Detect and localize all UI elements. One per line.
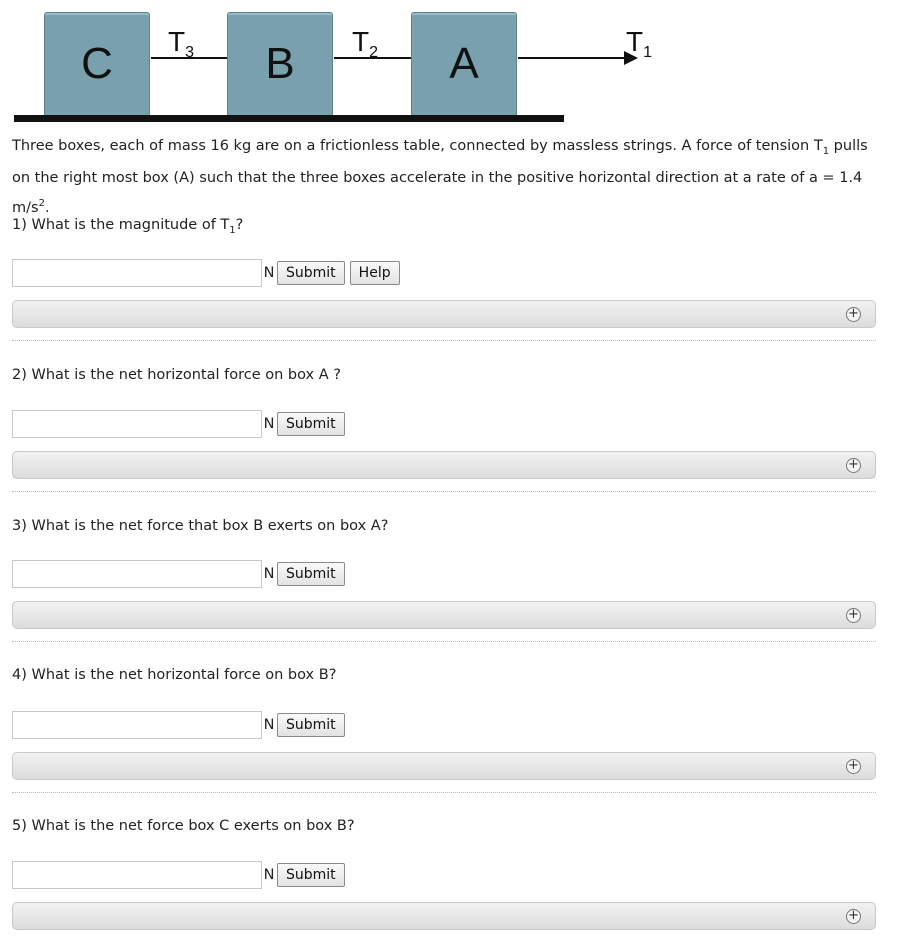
question-4-unit: N [263,717,275,733]
question-4-input[interactable] [12,711,262,739]
question-2-submit-button[interactable]: Submit [277,412,345,436]
table-surface [14,115,564,122]
question-3-answer-row [12,560,345,588]
question-3-input[interactable] [12,560,262,588]
box-a-label: A [449,39,479,88]
plus-circle-icon[interactable]: + [846,759,861,774]
tension-label-t1: $T_1$ [626,26,653,61]
plus-circle-icon[interactable]: + [846,608,861,623]
question-3-text: 3) What is the net force that box B exerts on box A? [12,518,389,534]
question-5-unit: N [263,867,275,883]
box-c [44,12,150,116]
question-1-feedback-panel[interactable] [12,300,876,328]
plus-circle-icon[interactable]: + [846,307,861,322]
question-4-feedback-panel[interactable] [12,752,876,780]
question-2-feedback-panel[interactable] [12,451,876,479]
divider [12,491,876,492]
question-3-unit: N [263,566,275,582]
string-t1 [518,57,626,59]
box-c-label: C [81,39,113,88]
question-5-input[interactable] [12,861,262,889]
problem-statement: Three boxes, each of mass 16 kg are on a frictionless table, connected by massless strings. A force of tension $T_1$ pulls on the right most box (A) such that the three boxes accelerate in the positive horizontal direction at a rate of a = 1.4 $m/s^2$. [12,138,868,216]
question-1-text: 1) What is the magnitude of $T_1$? [12,217,244,236]
question-5-feedback-panel[interactable] [12,902,876,930]
tension-label-t3: $T_3$ [168,26,195,61]
question-5-text: 5) What is the net force box C exerts on box B? [12,818,355,834]
question-2-unit: N [263,416,275,432]
question-2-answer-row [12,410,345,438]
boxes-diagram [0,0,903,128]
question-1-answer-row [12,259,400,287]
question-2-input[interactable] [12,410,262,438]
plus-circle-icon[interactable]: + [846,458,861,473]
divider [12,641,876,642]
question-1-input[interactable] [12,259,262,287]
box-a [411,12,517,116]
box-b [227,12,333,116]
question-4-submit-button[interactable]: Submit [277,713,345,737]
question-1-help-button[interactable]: Help [350,261,400,285]
question-1-unit: N [263,265,275,281]
question-4-answer-row [12,711,345,739]
question-5-answer-row [12,861,345,889]
divider [12,340,876,341]
question-4-text: 4) What is the net horizontal force on box B? [12,667,337,683]
box-b-label: B [265,39,295,88]
question-2-text: 2) What is the net horizontal force on box A ? [12,367,341,383]
divider [12,792,876,793]
question-3-submit-button[interactable]: Submit [277,562,345,586]
question-1-submit-button[interactable]: Submit [277,261,345,285]
question-3-feedback-panel[interactable] [12,601,876,629]
plus-circle-icon[interactable]: + [846,909,861,924]
question-5-submit-button[interactable]: Submit [277,863,345,887]
tension-label-t2: $T_2$ [352,26,379,61]
